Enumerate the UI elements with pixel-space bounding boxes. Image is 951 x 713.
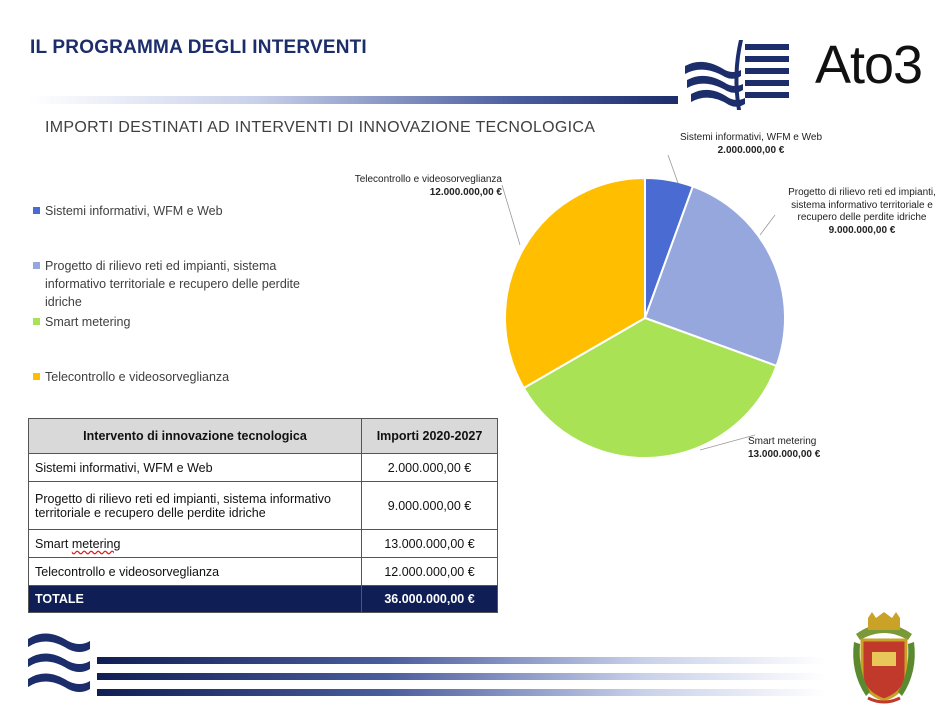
chart-title: IMPORTI DESTINATI AD INTERVENTI DI INNOVAZIONE TECNOLOGICA (45, 119, 596, 136)
table-header-row (29, 419, 498, 454)
legend-swatch (33, 207, 40, 214)
leader-lines (500, 145, 800, 465)
table-header-cell: Importi 2020-2027 (362, 419, 498, 454)
pie-data-label (312, 174, 502, 199)
total-label: TOTALE (29, 586, 362, 613)
table-cell-amount: 2.000.000,00 € (362, 454, 498, 482)
pie-label-name: Sistemi informativi, WFM e Web (679, 132, 823, 143)
total-amount: 36.000.000,00 € (362, 586, 498, 613)
pie-label-value: 2.000.000,00 € (717, 144, 785, 156)
pie-label-value: 13.000.000,00 € (748, 448, 821, 460)
table-cell-amount: 13.000.000,00 € (362, 530, 498, 558)
legend-label: Smart metering (45, 315, 131, 329)
pie-label-value: 9.000.000,00 € (828, 224, 896, 236)
pie-label-name: Progetto di rilievo reti ed impianti, sistema informativo territoriale e recupero delle perdite idriche (788, 187, 936, 223)
page-title: IL PROGRAMMA DEGLI INTERVENTI (30, 37, 367, 58)
pie-data-label (774, 187, 950, 237)
legend-label: Progetto di rilievo reti ed impianti, sistema informativo territoriale e recupero delle perdite idriche (45, 259, 300, 309)
pie-label-value: 12.000.000,00 € (429, 186, 502, 198)
bottom-band (97, 657, 827, 664)
table-row (29, 558, 498, 586)
legend-item (33, 202, 323, 220)
legend-item (33, 313, 323, 331)
legend-swatch (33, 318, 40, 325)
bottom-band (97, 673, 827, 680)
waves-icon (28, 625, 94, 705)
legend-swatch (33, 373, 40, 380)
pie-label-name: Telecontrollo e videosorveglianza (354, 174, 502, 185)
table-cell-amount: 9.000.000,00 € (362, 482, 498, 530)
table-total-row (29, 586, 498, 613)
legend-item (33, 368, 323, 386)
table-cell-amount: 12.000.000,00 € (362, 558, 498, 586)
legend-swatch (33, 262, 40, 269)
pie-data-label (676, 132, 826, 157)
top-decorative-band (28, 96, 678, 104)
misspelled-word: metering (71, 536, 121, 551)
table-cell: Telecontrollo e videosorveglianza (29, 558, 362, 586)
table-row (29, 482, 498, 530)
table-row (29, 530, 498, 558)
legend-item (33, 257, 333, 311)
legend-label: Telecontrollo e videosorveglianza (45, 370, 230, 384)
table-row (29, 454, 498, 482)
table-cell: Sistemi informativi, WFM e Web (29, 454, 362, 482)
table-header-cell: Intervento di innovazione tecnologica (29, 419, 362, 454)
legend-label: Sistemi informativi, WFM e Web (45, 204, 223, 218)
bottom-band (97, 689, 827, 696)
brand-name: Ato3 (815, 35, 923, 95)
interventions-table (28, 418, 498, 613)
pie-label-name: Smart metering (748, 436, 817, 447)
table-cell: Smart metering (29, 530, 362, 558)
table-cell: Progetto di rilievo reti ed impianti, sistema informativo territoriale e recupero delle perdite idriche (29, 482, 362, 530)
coat-of-arms-icon (848, 612, 920, 707)
pie-data-label (748, 436, 848, 461)
